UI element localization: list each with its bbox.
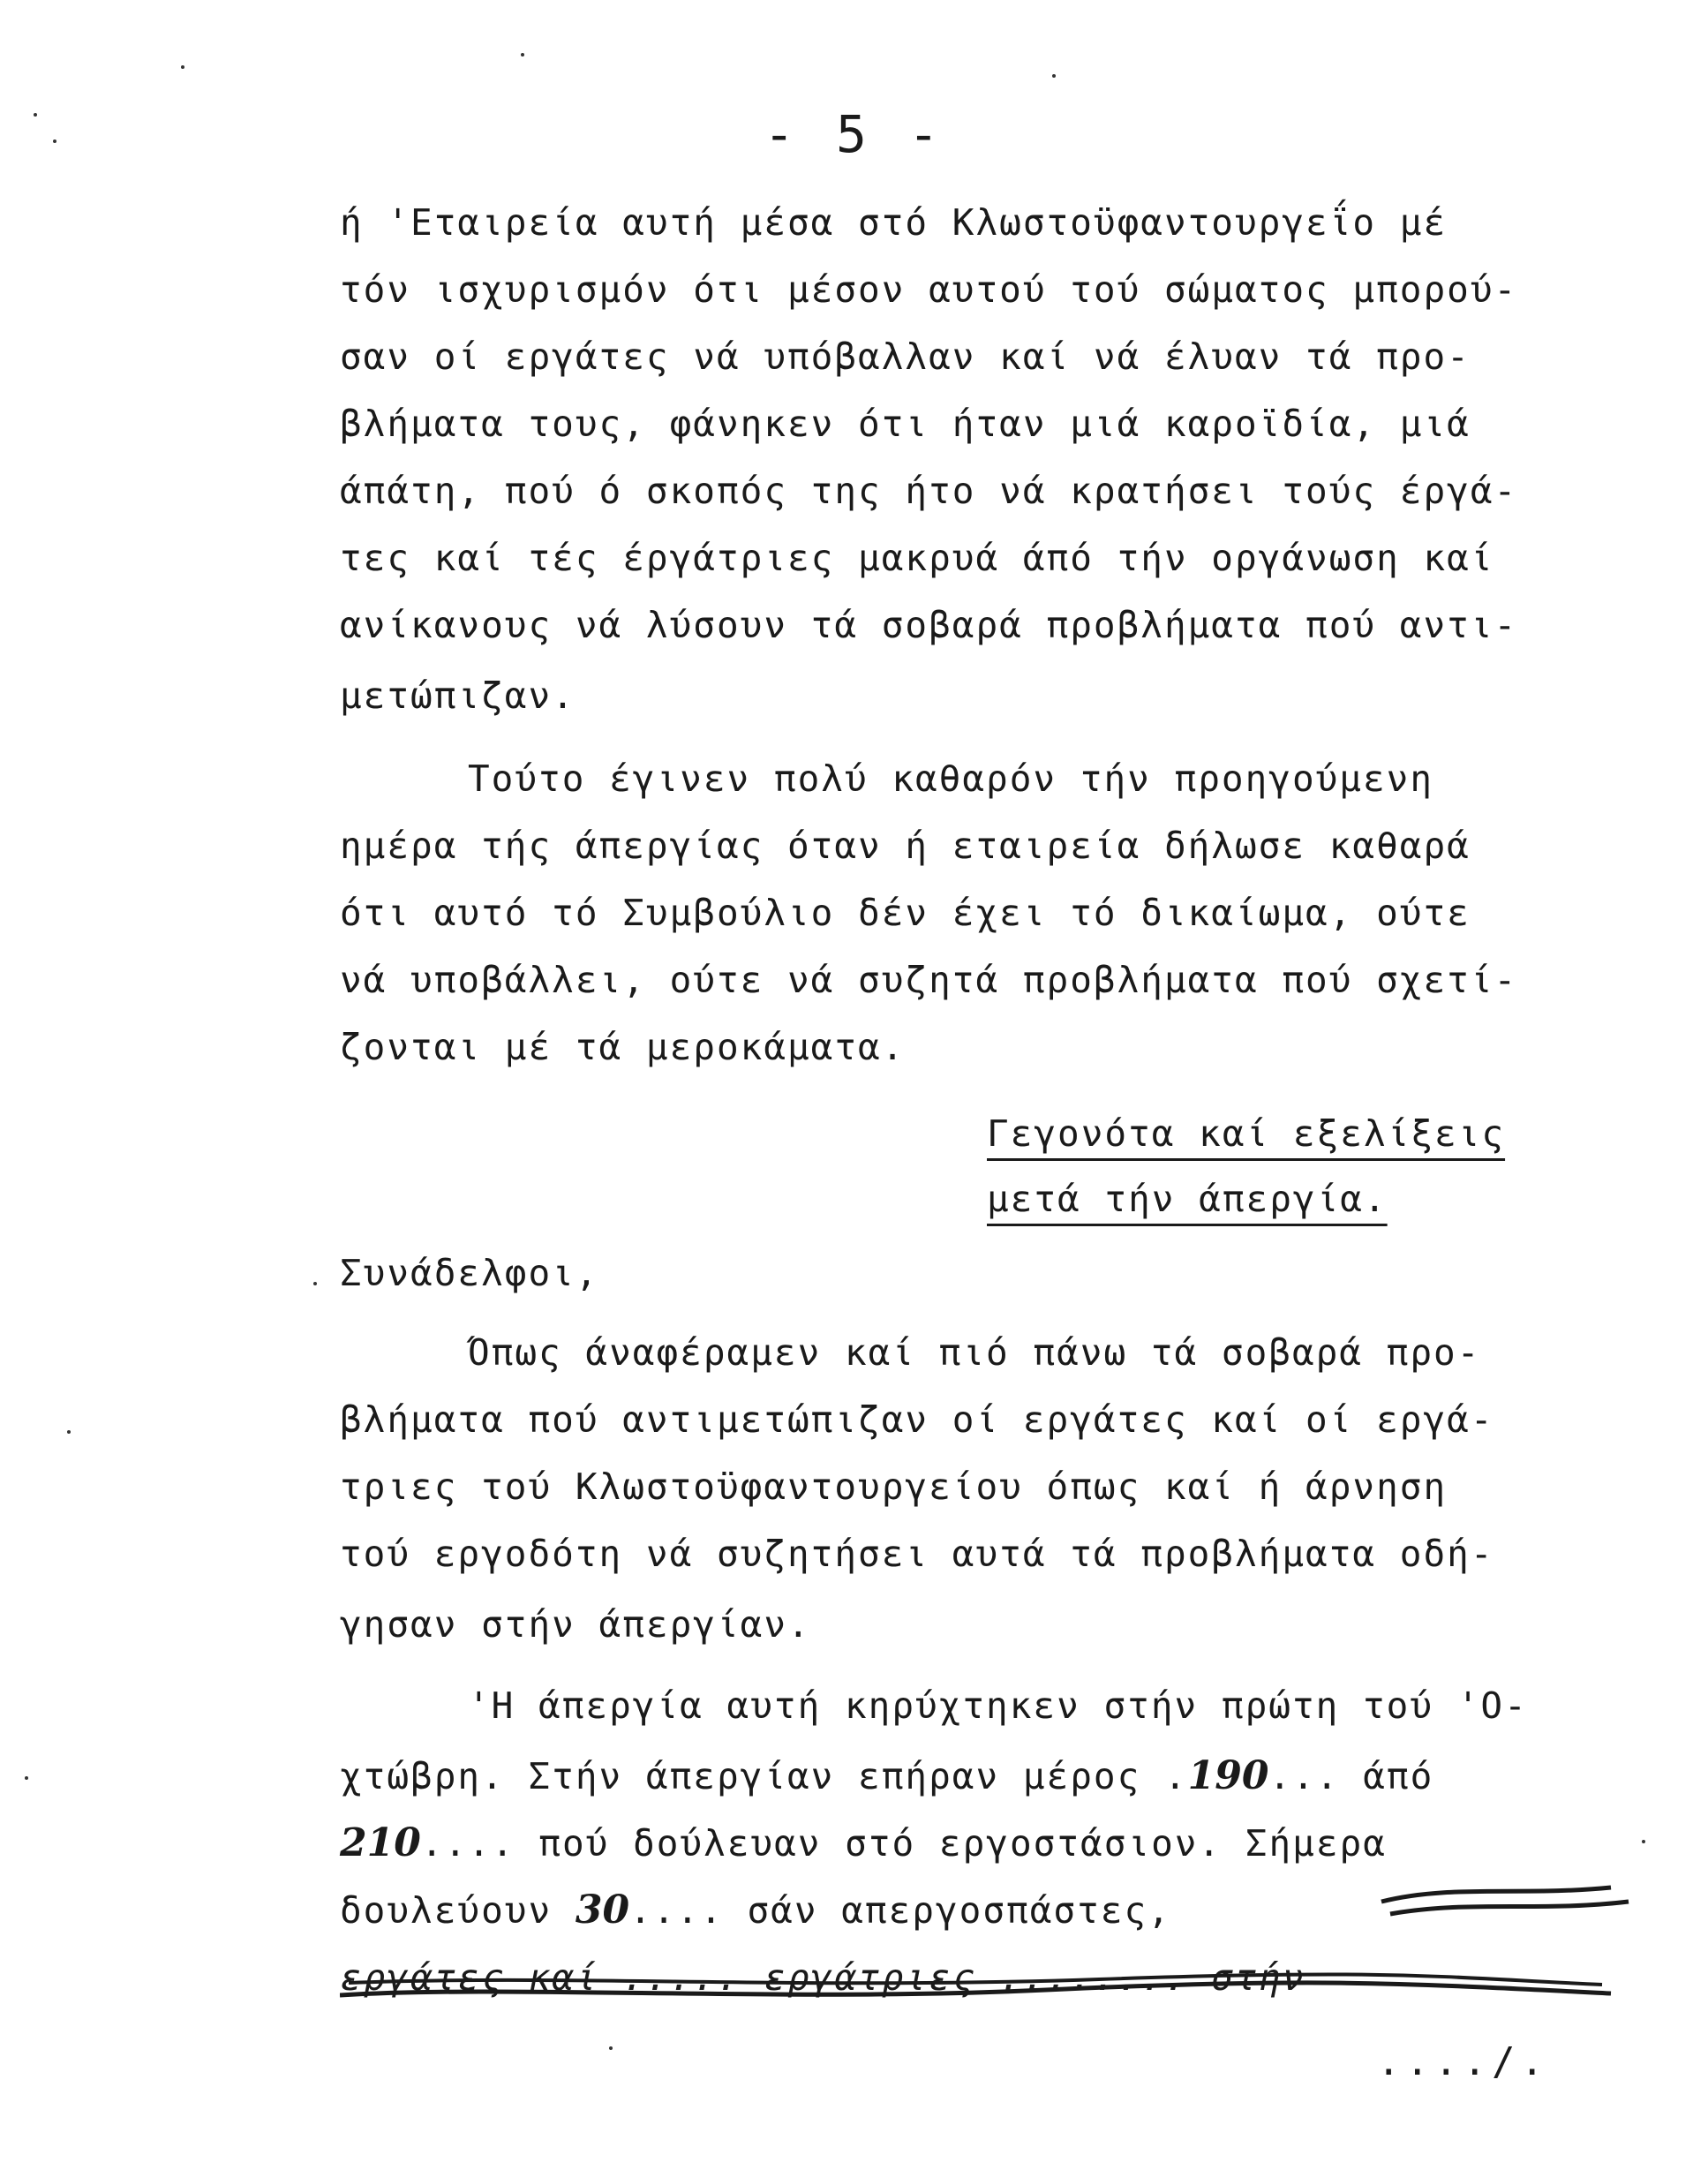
strikebreakers-count: 30 [575,1887,630,1933]
continuation-mark: ..../. [1377,2039,1549,2084]
salutation: Συνάδελφοι, [340,1252,599,1294]
paragraph-3-line-1: Όπως άναφέραμεν καί πιό πάνω τά σοβαρά προ- [468,1331,1481,1374]
section-heading-line-1: Γεγονότα καί εξελίξεις [987,1112,1506,1155]
paragraph-2-line-5: ζονται μέ τά μεροκάματα. [340,1026,906,1068]
paragraph-3-line-3: τριες τού Κλωστοϋφαντουργείου όπως καί ή άρνηση [340,1466,1448,1508]
total-workers-count: 210 [340,1820,421,1865]
paper-speck [521,53,524,57]
paragraph-1-line-4: βλήματα τους, φάνηκεν ότι ήταν μιά καροϊδία, μιά [340,403,1471,445]
total-workers-suffix: .... πού δούλευαν στό εργοστάσιον. Σήμερα [420,1822,1387,1865]
paragraph-1-line-2: τόν ισχυρισμόν ότι μέσον αυτού τού σώματος μπορού- [340,268,1518,311]
paragraph-3-line-5: γησαν στήν άπεργίαν. [340,1603,811,1646]
paragraph-3-line-2: βλήματα πού αντιμετώπιζαν οί εργάτες καί οί εργά- [340,1398,1494,1441]
paper-speck [67,1430,71,1434]
paper-speck [1052,74,1056,78]
paragraph-4-line-5-crossed: εργάτες καί ..... εργάτριες ........ στήν [340,1956,1306,1999]
paragraph-2-line-2: ημέρα τής άπεργίας όταν ή εταιρεία δήλωσε καθαρά [340,825,1471,867]
paragraph-1-line-1: ή 'Εταιρεία αυτή μέσα στό Κλωστοϋφαντουργεΐο μέ [340,201,1448,244]
paper-speck [53,139,56,143]
paragraph-1-line-5: άπάτη, πού ό σκοπός της ήτο νά κρατήσει τούς έργά- [340,470,1518,512]
paragraph-4-line-3 [340,1820,1387,1865]
paragraph-4-line-1: 'Η άπεργία αυτή κηρύχτηκεν στήν πρώτη τού 'Ο- [468,1684,1528,1727]
paragraph-1-line-6: τες καί τές έργάτριες μακρυά άπό τήν οργάνωση καί [340,537,1494,579]
strike-count-suffix: ... άπό [1268,1755,1434,1797]
paper-speck [25,1776,28,1780]
paper-speck [313,1282,317,1285]
paragraph-2-line-1: Τούτο έγινεν πολύ καθαρόν τήν προηγούμενη [468,757,1434,800]
paragraph-3-line-4: τού εργοδότη νά συζητήσει αυτά τά προβλήματα οδή- [340,1533,1494,1575]
paragraph-1-line-7: ανίκανους νά λύσουν τά σοβαρά προβλήματα πού αντι- [340,604,1518,646]
paper-speck [34,113,37,117]
strikebreakers-suffix: .... σάν απεργοσπάστες, [629,1889,1171,1932]
paragraph-1-line-8: μετώπιζαν. [340,674,576,717]
paper-speck [1642,1840,1645,1843]
paragraph-2-line-3: ότι αυτό τό Συμβούλιο δέν έχει τό δικαίωμα, ούτε [340,892,1471,934]
strike-count-prefix: χτώβρη. Στήν άπεργίαν επήραν μέρος . [340,1755,1188,1797]
paragraph-4-line-2 [340,1753,1434,1798]
section-heading-line-2: μετά τήν άπεργία. [987,1178,1388,1220]
paragraph-2-line-4: νά υποβάλλει, ούτε νά συζητά προβλήματα πού σχετί- [340,959,1518,1001]
strikers-count: 190 [1187,1753,1269,1798]
paper-speck [609,2046,613,2050]
paragraph-1-line-3: σαν οί εργάτες νά υπόβαλλαν καί νά έλυαν τά προ- [340,335,1471,378]
paper-speck [181,65,184,69]
strikebreakers-prefix: δουλεύουν [340,1889,576,1932]
page-number: - 5 - [764,104,944,164]
paragraph-4-line-4 [340,1887,1171,1933]
